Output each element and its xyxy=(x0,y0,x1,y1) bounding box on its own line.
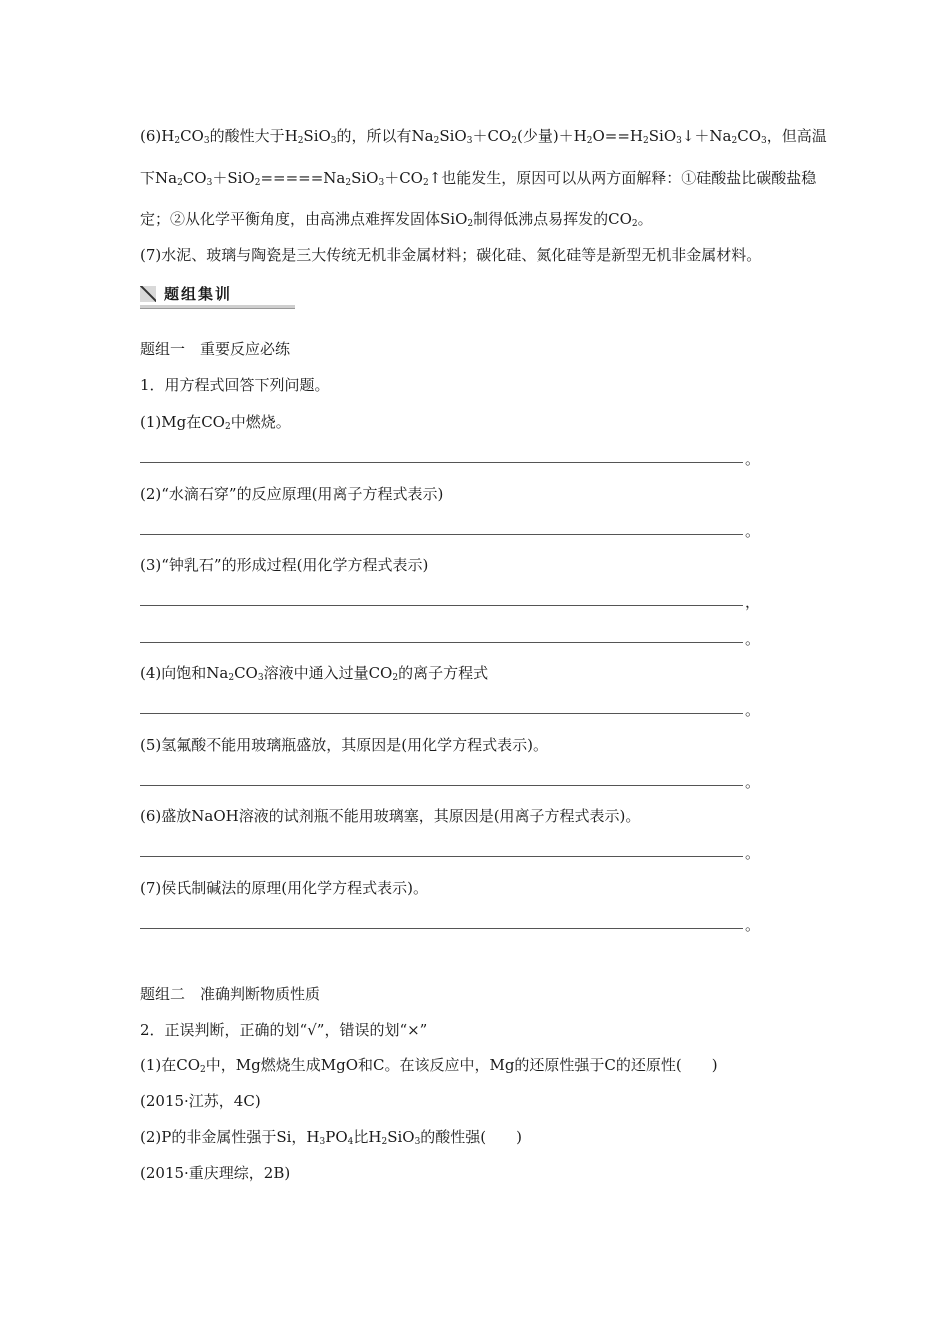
answer-line-1-3a[interactable] xyxy=(140,605,743,606)
answer-line-1-7[interactable] xyxy=(140,928,743,929)
question-1-2: (2)“水滴石穿”的反应原理(用离子方程式表示) xyxy=(140,485,444,503)
question-2-2-source: (2015·重庆理综，2B) xyxy=(140,1164,291,1182)
section-marker-icon xyxy=(140,286,156,302)
question-1-3: (3)“钟乳石”的形成过程(用化学方程式表示) xyxy=(140,556,429,574)
answer-period: 。 xyxy=(745,844,761,862)
answer-line-1-5[interactable] xyxy=(140,785,743,786)
answer-line-1-2[interactable] xyxy=(140,534,743,535)
group-1-heading: 题组一 重要反应必练 xyxy=(140,340,291,358)
answer-period: 。 xyxy=(745,522,761,540)
answer-line-1-3b[interactable] xyxy=(140,642,743,643)
question-1-6: (6)盛放NaOH溶液的试剂瓶不能用玻璃塞，其原因是(用离子方程式表示)。 xyxy=(140,807,641,825)
answer-period: 。 xyxy=(745,450,761,468)
section-heading xyxy=(140,284,295,310)
question-1-4: (4)向饱和$Na_2CO_3$溶液中通入过量$CO_2$的离子方程式 xyxy=(140,664,489,683)
answer-line-1-4[interactable] xyxy=(140,713,743,714)
section-underline-thin xyxy=(140,308,295,309)
question-1-1: (1)Mg在$CO_2$中燃烧。 xyxy=(140,413,291,432)
answer-comma: ， xyxy=(745,593,761,611)
question-2-1-source: (2015·江苏，4C) xyxy=(140,1092,261,1110)
group-2-heading: 题组二 准确判断物质性质 xyxy=(140,985,321,1003)
question-1-stem: 1．用方程式回答下列问题。 xyxy=(140,376,330,394)
note-7: (7)水泥、玻璃与陶瓷是三大传统无机非金属材料；碳化硅、氮化硅等是新型无机非金属材料。 xyxy=(140,246,762,264)
note-6-line-2: 下$Na_2CO_3+SiO_2=====Na_2SiO_3+CO_2↑$也能发生，原因可以从两方面解释：①硅酸盐比碳酸盐稳 xyxy=(140,169,817,188)
note-6-line-1: $(6)H_2CO_3$的酸性大于$H_2SiO_3$的，所以有$Na_2SiO_3+CO_2$(少量)$+H_2O==H_2SiO_3↓+Na_2CO_3$，但高温 xyxy=(140,127,827,146)
question-1-7: (7)侯氏制碱法的原理(用化学方程式表示)。 xyxy=(140,879,428,897)
question-1-5: (5)氢氟酸不能用玻璃瓶盛放，其原因是(用化学方程式表示)。 xyxy=(140,736,548,754)
question-2-1: (1)在$CO_2$中，Mg燃烧生成MgO和C。在该反应中，Mg的还原性强于C的还原性( ) xyxy=(140,1056,718,1075)
section-title: 题组集训 xyxy=(164,285,233,303)
answer-period: 。 xyxy=(745,916,761,934)
answer-line-1-1[interactable] xyxy=(140,462,743,463)
question-2-2: (2)P的非金属性强于Si，$H_3PO_4$比$H_2SiO_3$的酸性强( ) xyxy=(140,1128,523,1147)
answer-period: 。 xyxy=(745,630,761,648)
note-6-line-3: 定；②从化学平衡角度，由高沸点难挥发固体SiO$_2$制得低沸点易挥发的$CO_2$。 xyxy=(140,210,653,229)
answer-line-1-6[interactable] xyxy=(140,856,743,857)
answer-period: 。 xyxy=(745,773,761,791)
question-2-stem: 2．正误判断，正确的划“√”，错误的划“×” xyxy=(140,1021,428,1039)
answer-period: 。 xyxy=(745,701,761,719)
